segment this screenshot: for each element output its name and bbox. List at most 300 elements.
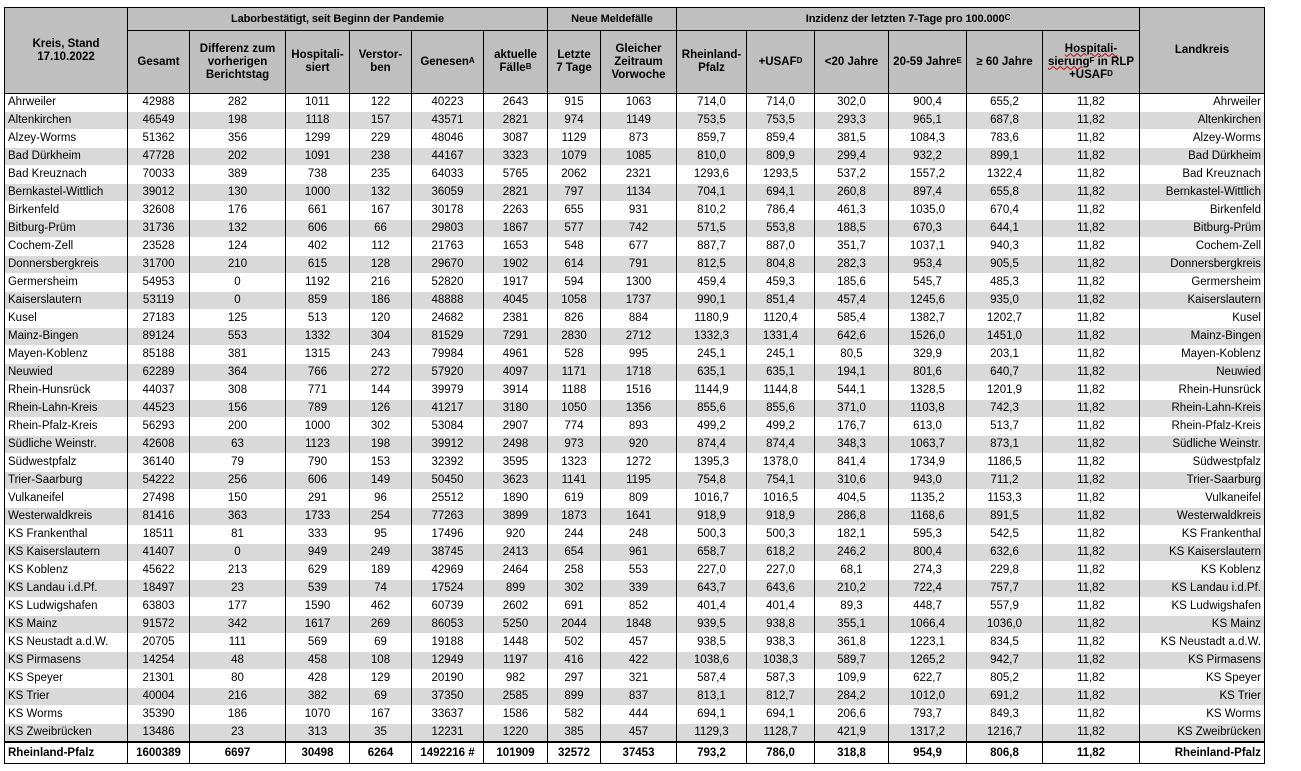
cell-rlp: 1293,6 [677, 166, 747, 184]
cell-verst: 186 [350, 292, 412, 310]
cell-kreis: KS Mainz [5, 616, 128, 634]
cell-hospq: 11,82 [1043, 706, 1140, 724]
cell-j2059: 670,3 [889, 220, 967, 238]
cell-usaf: 1378,0 [747, 454, 815, 472]
table-row [5, 508, 1265, 526]
cell-kreis: Trier-Saarburg [5, 472, 128, 490]
cell-hospq: 11,82 [1043, 382, 1140, 400]
cell-usaf: 401,4 [747, 598, 815, 616]
cell-gesamt: 42608 [128, 436, 190, 454]
cell-j2059: 1245,6 [889, 292, 967, 310]
cell-hosp: 428 [286, 670, 350, 688]
cell-letzte7: 577 [548, 220, 601, 238]
cell-rlp: 1395,3 [677, 454, 747, 472]
cell-u20: 109,9 [815, 670, 889, 688]
cell-kreis: Mainz-Bingen [5, 328, 128, 346]
table-row [5, 580, 1265, 598]
cell-ue60: 687,8 [967, 112, 1043, 130]
cell-aktuell: 2585 [484, 688, 548, 706]
cell-ue60: 1186,5 [967, 454, 1043, 472]
cell-letzte7: 528 [548, 346, 601, 364]
cell-aktuell: 2498 [484, 436, 548, 454]
cell-kreis: Rhein-Pfalz-Kreis [5, 418, 128, 436]
cell-aktuell: 1917 [484, 274, 548, 292]
cell-u20: 210,2 [815, 580, 889, 598]
cell-verst: 6264 [350, 742, 412, 764]
cell-landkreis: Rhein-Pfalz-Kreis [1140, 418, 1265, 436]
cell-landkreis: KS Mainz [1140, 616, 1265, 634]
cell-diff: 216 [190, 688, 286, 706]
cell-letzte7: 1171 [548, 364, 601, 382]
cell-rlp: 813,1 [677, 688, 747, 706]
cell-genesen: 43571 [412, 112, 484, 130]
cell-letzte7: 1050 [548, 400, 601, 418]
cell-hosp: 313 [286, 724, 350, 743]
cell-u20: 544,1 [815, 382, 889, 400]
cell-j2059: 800,4 [889, 544, 967, 562]
table-row [5, 598, 1265, 616]
cell-hospq: 11,82 [1043, 688, 1140, 706]
cell-vorwoche: 852 [601, 598, 677, 616]
cell-rlp: 753,5 [677, 112, 747, 130]
cell-aktuell: 4045 [484, 292, 548, 310]
cell-genesen: 53084 [412, 418, 484, 436]
cell-letzte7: 302 [548, 580, 601, 598]
cell-landkreis: KS Pirmasens [1140, 652, 1265, 670]
cell-usaf: 1016,5 [747, 490, 815, 508]
cell-hosp: 949 [286, 544, 350, 562]
cell-j2059: 1328,5 [889, 382, 967, 400]
cell-kreis: Bad Dürkheim [5, 148, 128, 166]
cell-letzte7: 2830 [548, 328, 601, 346]
cell-ue60: 557,9 [967, 598, 1043, 616]
cell-landkreis: Rhein-Hunsrück [1140, 382, 1265, 400]
cell-hosp: 1118 [286, 112, 350, 130]
cell-aktuell: 1653 [484, 238, 548, 256]
cell-hospq: 11,82 [1043, 544, 1140, 562]
cell-verst: 69 [350, 634, 412, 652]
cell-genesen: 77263 [412, 508, 484, 526]
header-hospitalisierung: Hospitali- sierung$^F$ in RLP $+USAF^D$ [1043, 31, 1140, 94]
cell-diff: 150 [190, 490, 286, 508]
cell-ue60: 935,0 [967, 292, 1043, 310]
cell-rlp: 245,1 [677, 346, 747, 364]
cell-verst: 189 [350, 562, 412, 580]
cell-hospq: 11,82 [1043, 742, 1140, 764]
cell-aktuell: 5250 [484, 616, 548, 634]
cell-letzte7: 899 [548, 688, 601, 706]
cell-usaf: 753,5 [747, 112, 815, 130]
cell-verst: 254 [350, 508, 412, 526]
cell-landkreis: Bernkastel-Wittlich [1140, 184, 1265, 202]
cell-kreis: Bitburg-Prüm [5, 220, 128, 238]
cell-genesen: 24682 [412, 310, 484, 328]
table-row [5, 472, 1265, 490]
cell-usaf: 694,1 [747, 706, 815, 724]
cell-rlp: 499,2 [677, 418, 747, 436]
cell-u20: 68,1 [815, 562, 889, 580]
cell-aktuell: 2907 [484, 418, 548, 436]
cell-landkreis: Ahrweiler [1140, 94, 1265, 112]
cell-usaf: 786,4 [747, 202, 815, 220]
cell-diff: 381 [190, 346, 286, 364]
cell-j2059: 1103,8 [889, 400, 967, 418]
cell-genesen: 30178 [412, 202, 484, 220]
cell-ue60: 899,1 [967, 148, 1043, 166]
cell-aktuell: 2643 [484, 94, 548, 112]
cell-genesen: 39912 [412, 436, 484, 454]
cell-rlp: 714,0 [677, 94, 747, 112]
header-group-laborbestaetigt: Laborbestätigt, seit Beginn der Pandemie [128, 8, 548, 31]
cell-hospq: 11,82 [1043, 454, 1140, 472]
table-row [5, 220, 1265, 238]
table-row [5, 310, 1265, 328]
header-gleicher-zeitraum: Gleicher Zeitraum Vorwoche [601, 31, 677, 94]
cell-letzte7: 297 [548, 670, 601, 688]
cell-j2059: 1012,0 [889, 688, 967, 706]
cell-landkreis: KS Trier [1140, 688, 1265, 706]
cell-landkreis: KS Zweibrücken [1140, 724, 1265, 743]
cell-u20: 589,7 [815, 652, 889, 670]
cell-verst: 167 [350, 202, 412, 220]
cell-letzte7: 797 [548, 184, 601, 202]
cell-hospq: 11,82 [1043, 436, 1140, 454]
cell-gesamt: 40004 [128, 688, 190, 706]
cell-landkreis: KS Frankenthal [1140, 526, 1265, 544]
cell-verst: 128 [350, 256, 412, 274]
cell-kreis: Bad Kreuznach [5, 166, 128, 184]
table-row [5, 364, 1265, 382]
cell-kreis: KS Landau i.d.Pf. [5, 580, 128, 598]
cell-aktuell: 7291 [484, 328, 548, 346]
cell-vorwoche: 457 [601, 724, 677, 743]
table-row [5, 112, 1265, 130]
cell-letzte7: 416 [548, 652, 601, 670]
table-row [5, 562, 1265, 580]
cell-diff: 80 [190, 670, 286, 688]
cell-kreis: Bernkastel-Wittlich [5, 184, 128, 202]
cell-verst: 157 [350, 112, 412, 130]
cell-gesamt: 18511 [128, 526, 190, 544]
cell-u20: 348,3 [815, 436, 889, 454]
cell-kreis: KS Speyer [5, 670, 128, 688]
cell-usaf: 874,4 [747, 436, 815, 454]
cell-aktuell: 899 [484, 580, 548, 598]
cell-vorwoche: 1063 [601, 94, 677, 112]
cell-aktuell: 1448 [484, 634, 548, 652]
cell-u20: 185,6 [815, 274, 889, 292]
cell-j2059: 622,7 [889, 670, 967, 688]
header-usaf: $+USAF^D$ [747, 31, 815, 94]
cell-ue60: 640,7 [967, 364, 1043, 382]
cell-verst: 122 [350, 94, 412, 112]
cell-kreis: Donnersbergkreis [5, 256, 128, 274]
cell-aktuell: 982 [484, 670, 548, 688]
cell-genesen: 38745 [412, 544, 484, 562]
cell-hosp: 1123 [286, 436, 350, 454]
cell-usaf: 754,1 [747, 472, 815, 490]
cell-aktuell: 3623 [484, 472, 548, 490]
cell-verst: 149 [350, 472, 412, 490]
cell-vorwoche: 1848 [601, 616, 677, 634]
cell-gesamt: 54222 [128, 472, 190, 490]
cell-diff: 177 [190, 598, 286, 616]
cell-kreis: KS Kaiserslautern [5, 544, 128, 562]
cell-diff: 198 [190, 112, 286, 130]
cell-hosp: 513 [286, 310, 350, 328]
cell-hospq: 11,82 [1043, 634, 1140, 652]
cell-letzte7: 1323 [548, 454, 601, 472]
cell-vorwoche: 791 [601, 256, 677, 274]
cell-kreis: Rhein-Hunsrück [5, 382, 128, 400]
cell-usaf: 1038,3 [747, 652, 815, 670]
cell-vorwoche: 873 [601, 130, 677, 148]
cell-ue60: 1451,0 [967, 328, 1043, 346]
cell-landkreis: Südliche Weinstr. [1140, 436, 1265, 454]
cell-usaf: 459,3 [747, 274, 815, 292]
cell-gesamt: 47728 [128, 148, 190, 166]
cell-gesamt: 20705 [128, 634, 190, 652]
cell-kreis: Altenkirchen [5, 112, 128, 130]
cell-ue60: 655,8 [967, 184, 1043, 202]
cell-usaf: 500,3 [747, 526, 815, 544]
table-row [5, 652, 1265, 670]
cell-hosp: 30498 [286, 742, 350, 764]
cell-j2059: 1382,7 [889, 310, 967, 328]
cell-ue60: 513,7 [967, 418, 1043, 436]
cell-aktuell: 4961 [484, 346, 548, 364]
cell-hospq: 11,82 [1043, 310, 1140, 328]
cell-verst: 132 [350, 184, 412, 202]
cell-u20: 381,5 [815, 130, 889, 148]
cell-hosp: 859 [286, 292, 350, 310]
cell-kreis: KS Trier [5, 688, 128, 706]
cell-gesamt: 53119 [128, 292, 190, 310]
cell-genesen: 29670 [412, 256, 484, 274]
cell-j2059: 943,0 [889, 472, 967, 490]
cell-gesamt: 46549 [128, 112, 190, 130]
cell-vorwoche: 1272 [601, 454, 677, 472]
header-group-inzidenz: Inzidenz der letzten 7-Tage pro $100.000^C$ [677, 8, 1140, 31]
cell-verst: 144 [350, 382, 412, 400]
cell-gesamt: 70033 [128, 166, 190, 184]
cell-hospq: 11,82 [1043, 670, 1140, 688]
cell-usaf: 1293,5 [747, 166, 815, 184]
cell-rlp: 1016,7 [677, 490, 747, 508]
cell-vorwoche: 1356 [601, 400, 677, 418]
cell-genesen: 20190 [412, 670, 484, 688]
cell-vorwoche: 2321 [601, 166, 677, 184]
cell-ue60: 229,8 [967, 562, 1043, 580]
cell-rlp: 587,4 [677, 670, 747, 688]
cell-vorwoche: 444 [601, 706, 677, 724]
cell-hosp: 606 [286, 472, 350, 490]
table-row [5, 292, 1265, 310]
cell-vorwoche: 1737 [601, 292, 677, 310]
cell-gesamt: 13486 [128, 724, 190, 743]
cell-hospq: 11,82 [1043, 472, 1140, 490]
cell-j2059: 932,2 [889, 148, 967, 166]
cell-letzte7: 1141 [548, 472, 601, 490]
cell-letzte7: 691 [548, 598, 601, 616]
cell-hosp: 738 [286, 166, 350, 184]
cell-aktuell: 1586 [484, 706, 548, 724]
cell-ue60: 1322,4 [967, 166, 1043, 184]
header-unter-20: <20 Jahre [815, 31, 889, 94]
cell-letzte7: 974 [548, 112, 601, 130]
cell-kreis: KS Ludwigshafen [5, 598, 128, 616]
header-group-neue-meldefaelle: Neue Meldefälle [548, 8, 677, 31]
cell-landkreis: Neuwied [1140, 364, 1265, 382]
cell-usaf: 786,0 [747, 742, 815, 764]
covid-statistics-table [4, 7, 1265, 764]
cell-rlp: 227,0 [677, 562, 747, 580]
header-ueber-60: ≥ 60 Jahre [967, 31, 1043, 94]
cell-ue60: 783,6 [967, 130, 1043, 148]
cell-diff: 256 [190, 472, 286, 490]
cell-aktuell: 3595 [484, 454, 548, 472]
cell-rlp: 459,4 [677, 274, 747, 292]
cell-gesamt: 54953 [128, 274, 190, 292]
cell-rlp: 938,5 [677, 634, 747, 652]
cell-hosp: 1332 [286, 328, 350, 346]
cell-kreis: Südliche Weinstr. [5, 436, 128, 454]
cell-diff: 200 [190, 418, 286, 436]
cell-gesamt: 18497 [128, 580, 190, 598]
cell-hospq: 11,82 [1043, 580, 1140, 598]
cell-landkreis: Mainz-Bingen [1140, 328, 1265, 346]
cell-vorwoche: 339 [601, 580, 677, 598]
cell-vorwoche: 893 [601, 418, 677, 436]
cell-diff: 363 [190, 508, 286, 526]
cell-genesen: 57920 [412, 364, 484, 382]
cell-kreis: Rhein-Lahn-Kreis [5, 400, 128, 418]
cell-ue60: 670,4 [967, 202, 1043, 220]
cell-hospq: 11,82 [1043, 184, 1140, 202]
cell-gesamt: 91572 [128, 616, 190, 634]
cell-gesamt: 85188 [128, 346, 190, 364]
table-row [5, 202, 1265, 220]
cell-vorwoche: 553 [601, 562, 677, 580]
cell-verst: 272 [350, 364, 412, 382]
cell-vorwoche: 931 [601, 202, 677, 220]
cell-gesamt: 1600389 [128, 742, 190, 764]
cell-verst: 95 [350, 526, 412, 544]
cell-hospq: 11,82 [1043, 94, 1140, 112]
cell-hosp: 615 [286, 256, 350, 274]
cell-hospq: 11,82 [1043, 256, 1140, 274]
cell-vorwoche: 37453 [601, 742, 677, 764]
cell-usaf: 618,2 [747, 544, 815, 562]
cell-gesamt: 63803 [128, 598, 190, 616]
cell-hosp: 1091 [286, 148, 350, 166]
cell-j2059: 545,7 [889, 274, 967, 292]
cell-aktuell: 1220 [484, 724, 548, 743]
cell-vorwoche: 837 [601, 688, 677, 706]
cell-hospq: 11,82 [1043, 400, 1140, 418]
cell-vorwoche: 1085 [601, 148, 677, 166]
cell-genesen: 1492216 # [412, 742, 484, 764]
cell-u20: 310,6 [815, 472, 889, 490]
cell-gesamt: 62289 [128, 364, 190, 382]
cell-kreis: Neuwied [5, 364, 128, 382]
cell-vorwoche: 1134 [601, 184, 677, 202]
cell-ue60: 873,1 [967, 436, 1043, 454]
cell-verst: 153 [350, 454, 412, 472]
cell-gesamt: 14254 [128, 652, 190, 670]
cell-gesamt: 23528 [128, 238, 190, 256]
cell-usaf: 859,4 [747, 130, 815, 148]
cell-verst: 112 [350, 238, 412, 256]
cell-hospq: 11,82 [1043, 238, 1140, 256]
cell-ue60: 942,7 [967, 652, 1043, 670]
header-aktuelle-faelle: aktuelle Fälle$^B$ [484, 31, 548, 94]
header-20-59: 20-59 Jahre$^E$ [889, 31, 967, 94]
cell-usaf: 635,1 [747, 364, 815, 382]
cell-diff: 0 [190, 292, 286, 310]
cell-u20: 182,1 [815, 526, 889, 544]
cell-verst: 243 [350, 346, 412, 364]
cell-letzte7: 826 [548, 310, 601, 328]
cell-verst: 216 [350, 274, 412, 292]
cell-vorwoche: 809 [601, 490, 677, 508]
cell-j2059: 329,9 [889, 346, 967, 364]
cell-ue60: 542,5 [967, 526, 1043, 544]
cell-vorwoche: 920 [601, 436, 677, 454]
cell-u20: 284,2 [815, 688, 889, 706]
cell-gesamt: 27183 [128, 310, 190, 328]
cell-landkreis: KS Koblenz [1140, 562, 1265, 580]
cell-kreis: Cochem-Zell [5, 238, 128, 256]
cell-hospq: 11,82 [1043, 508, 1140, 526]
cell-verst: 69 [350, 688, 412, 706]
cell-gesamt: 51362 [128, 130, 190, 148]
cell-ue60: 203,1 [967, 346, 1043, 364]
cell-ue60: 742,3 [967, 400, 1043, 418]
cell-hospq: 11,82 [1043, 292, 1140, 310]
cell-usaf: 804,8 [747, 256, 815, 274]
cell-hosp: 1299 [286, 130, 350, 148]
cell-hospq: 11,82 [1043, 346, 1140, 364]
cell-hosp: 1590 [286, 598, 350, 616]
cell-aktuell: 920 [484, 526, 548, 544]
cell-hosp: 789 [286, 400, 350, 418]
cell-genesen: 79984 [412, 346, 484, 364]
cell-verst: 74 [350, 580, 412, 598]
cell-letzte7: 32572 [548, 742, 601, 764]
cell-genesen: 44167 [412, 148, 484, 166]
cell-rlp: 704,1 [677, 184, 747, 202]
cell-hospq: 11,82 [1043, 598, 1140, 616]
cell-aktuell: 2602 [484, 598, 548, 616]
cell-rlp: 1129,3 [677, 724, 747, 743]
cell-kreis: Alzey-Worms [5, 130, 128, 148]
cell-landkreis: KS Neustadt a.d.W. [1140, 634, 1265, 652]
cell-diff: 125 [190, 310, 286, 328]
cell-landkreis: Westerwaldkreis [1140, 508, 1265, 526]
cell-u20: 188,5 [815, 220, 889, 238]
cell-verst: 302 [350, 418, 412, 436]
cell-aktuell: 2821 [484, 184, 548, 202]
cell-ue60: 655,2 [967, 94, 1043, 112]
cell-aktuell: 1890 [484, 490, 548, 508]
cell-rlp: 694,1 [677, 706, 747, 724]
cell-usaf: 809,9 [747, 148, 815, 166]
cell-kreis: Birkenfeld [5, 202, 128, 220]
cell-landkreis: Germersheim [1140, 274, 1265, 292]
cell-gesamt: 44037 [128, 382, 190, 400]
cell-diff: 176 [190, 202, 286, 220]
